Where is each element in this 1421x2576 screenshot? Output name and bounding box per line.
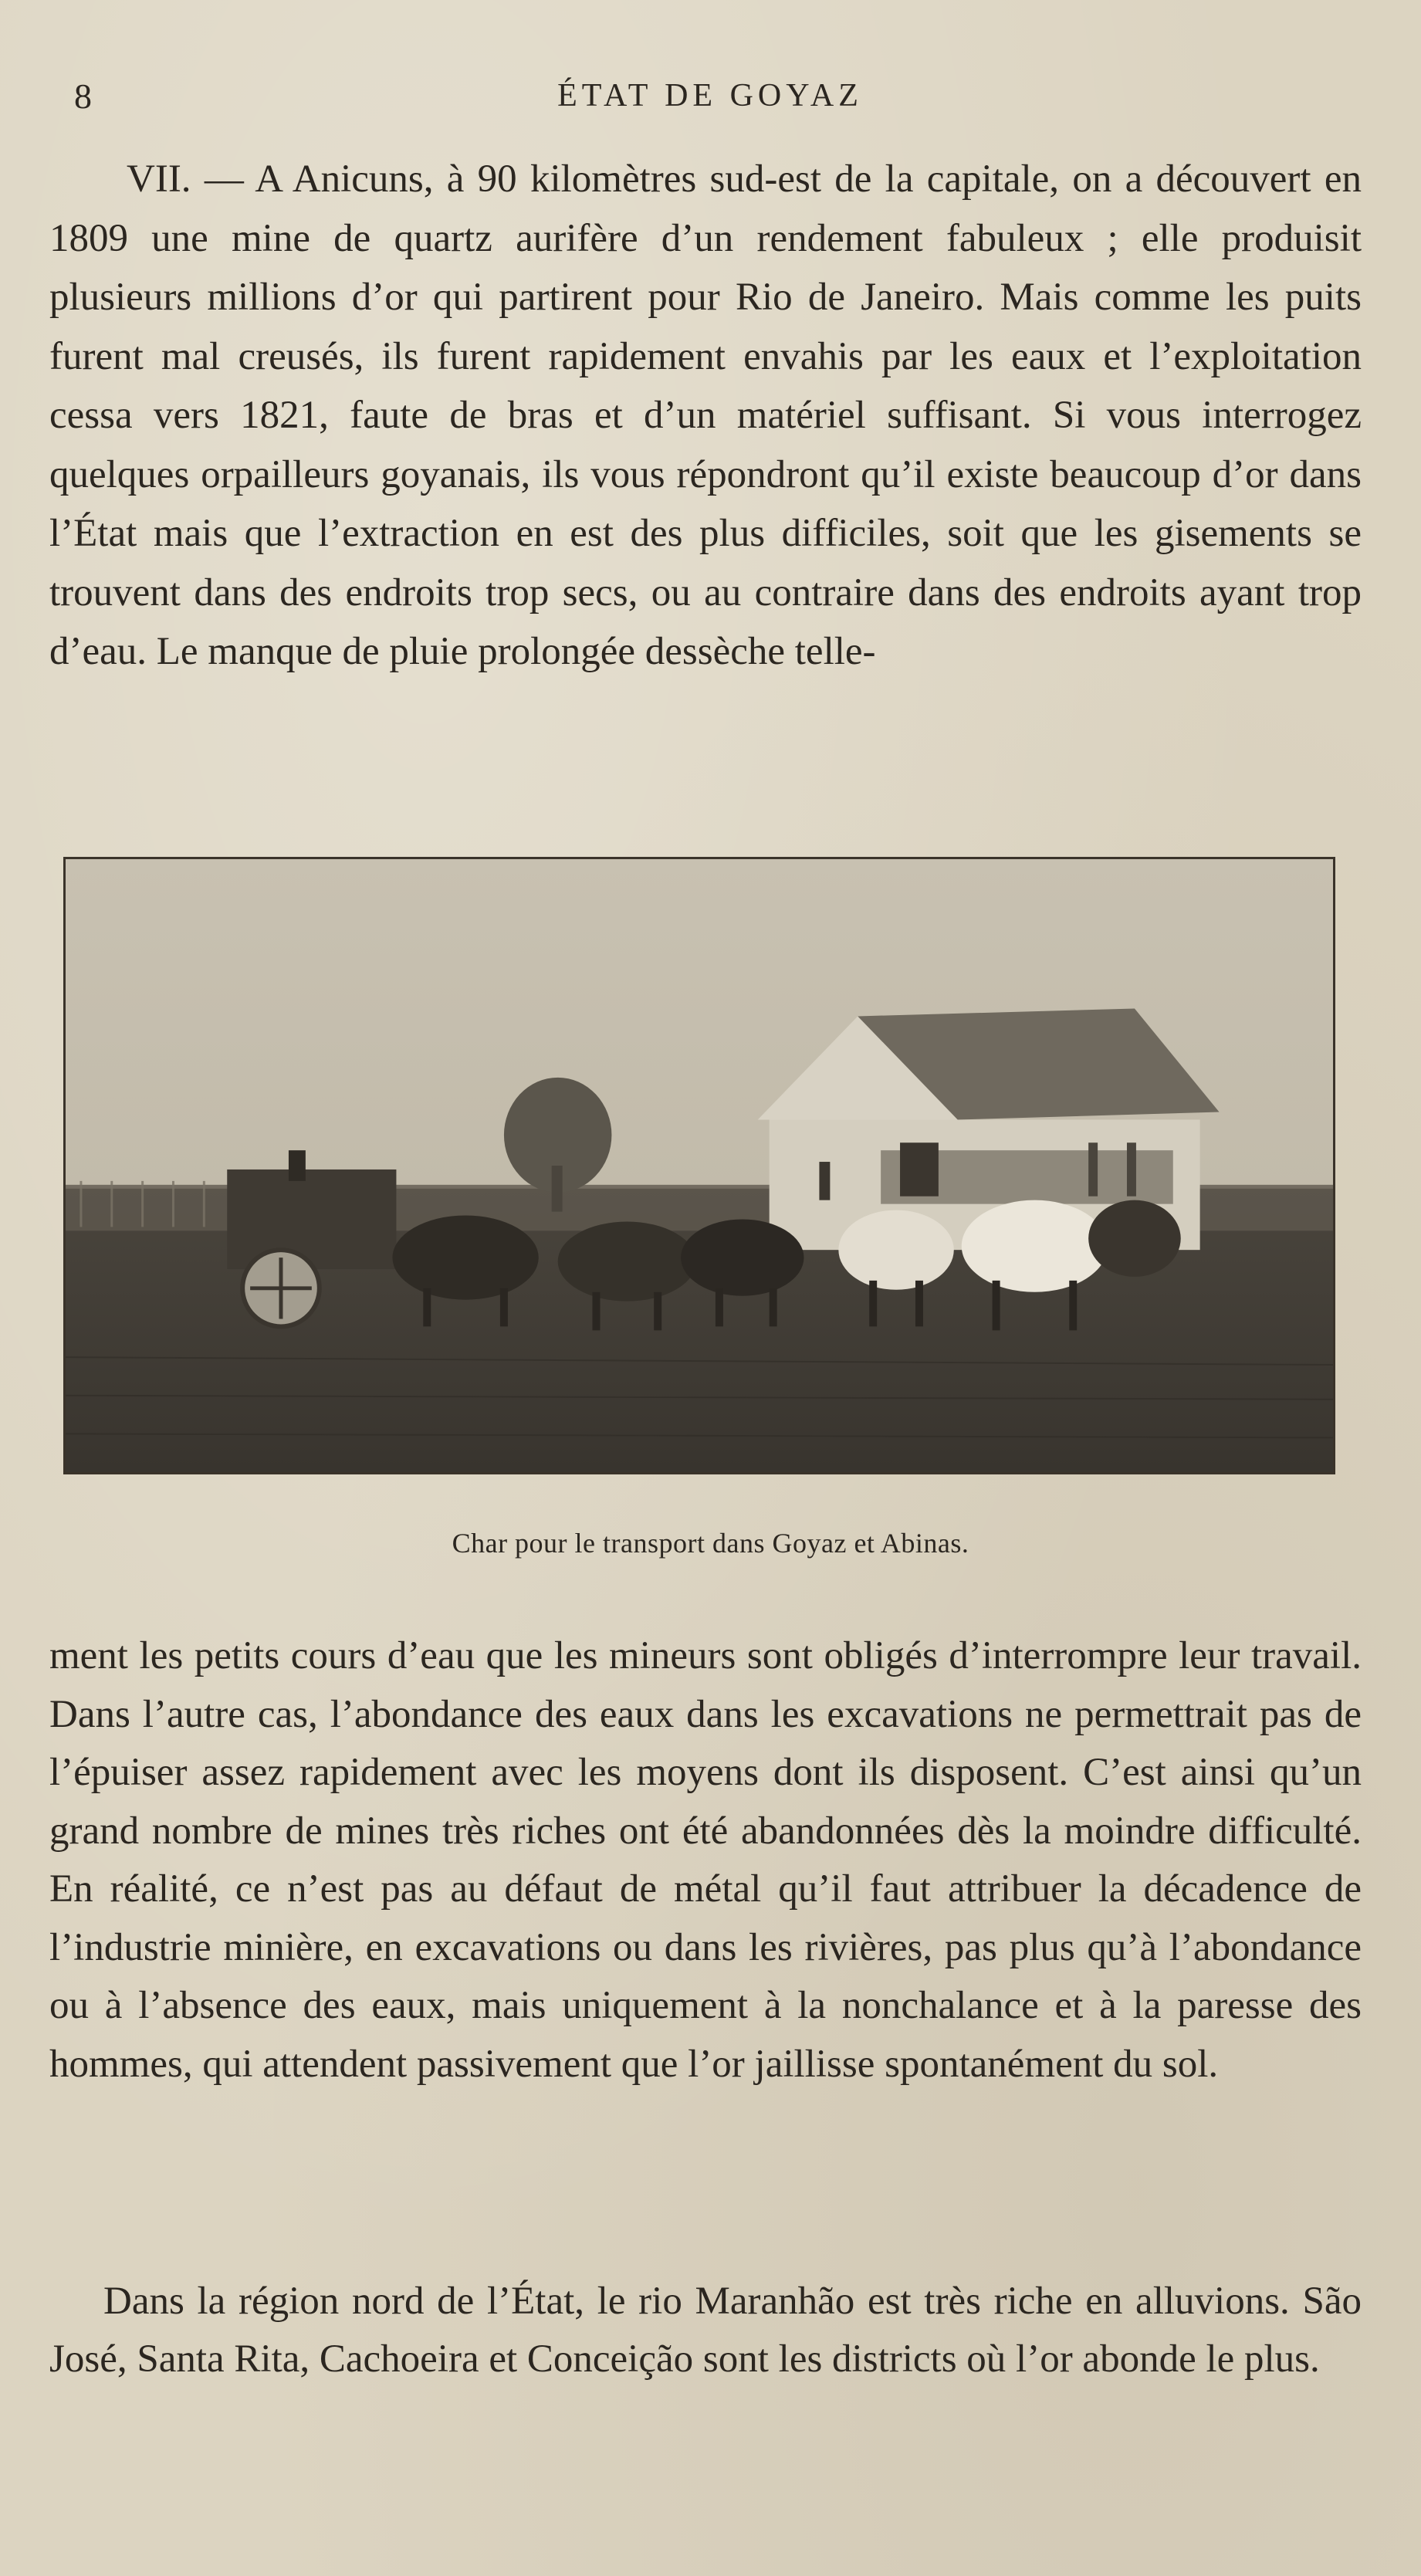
paragraph-north-region (49, 2273, 1362, 2388)
photograph-ox-cart (63, 857, 1335, 1474)
photo-illustration (66, 859, 1333, 1472)
page-header (46, 76, 1374, 122)
page-number: 8 (74, 76, 93, 116)
paragraph-text: Dans la région nord de l’État, le rio Maranhão est très riche en alluvions. São José, Santa Rita, Cachoeira et Conceição sont les districts où l’or abonde le plus. (49, 2280, 1362, 2381)
figure-caption: Char pour le transport dans Goyaz et Abinas. (452, 1528, 969, 1559)
paragraph-continuation (49, 1627, 1362, 2094)
paragraph-section-vii (49, 150, 1362, 682)
running-title: ÉTAT DE GOYAZ (557, 78, 863, 113)
paragraph-text: ment les petits cours d’eau que les mineurs sont obligés d’interrompre leur travail. Dans l’autre cas, l’abondance des eaux dans les excavations ne permettrait pas de l’épuiser assez rapidement avec les moyens dont ils disposent. C’est ainsi qu’un grand nombre de mines très riches ont été abandonnées dès la moindre difficulté. En réalité, ce n’est pas au défaut de métal qu’il faut attribuer la décadence de l’industrie minière, en excavations ou dans les rivières, pas plus qu’à l’abondance ou à l’absence des eaux, mais uniquement à la nonchalance et à la paresse des hommes, qui attendent passivement que l’or jaillisse spontanément du sol. (49, 1634, 1362, 2086)
paragraph-text: VII. — A Anicuns, à 90 kilomètres sud-est de la capitale, on a découvert en 1809 une mine de quartz aurifère d’un rendement fabuleux ; elle produisit plusieurs millions d’or qui partirent pour Rio de Janeiro. Mais comme les puits furent mal creusés, ils furent rapidement envahis par les eaux et l’exploitation cessa vers 1821, faute de bras et d’un matériel suffisant. Si vous interrogez quelques orpailleurs goyanais, ils vous répondront qu’il existe beaucoup d’or dans l’État mais que l’extraction en est des plus difficiles, soit que les gisements se trouvent dans des endroits trop secs, ou au contraire dans des endroits ayant trop d’eau. Le manque de pluie prolongée dessèche telle- (49, 157, 1362, 673)
